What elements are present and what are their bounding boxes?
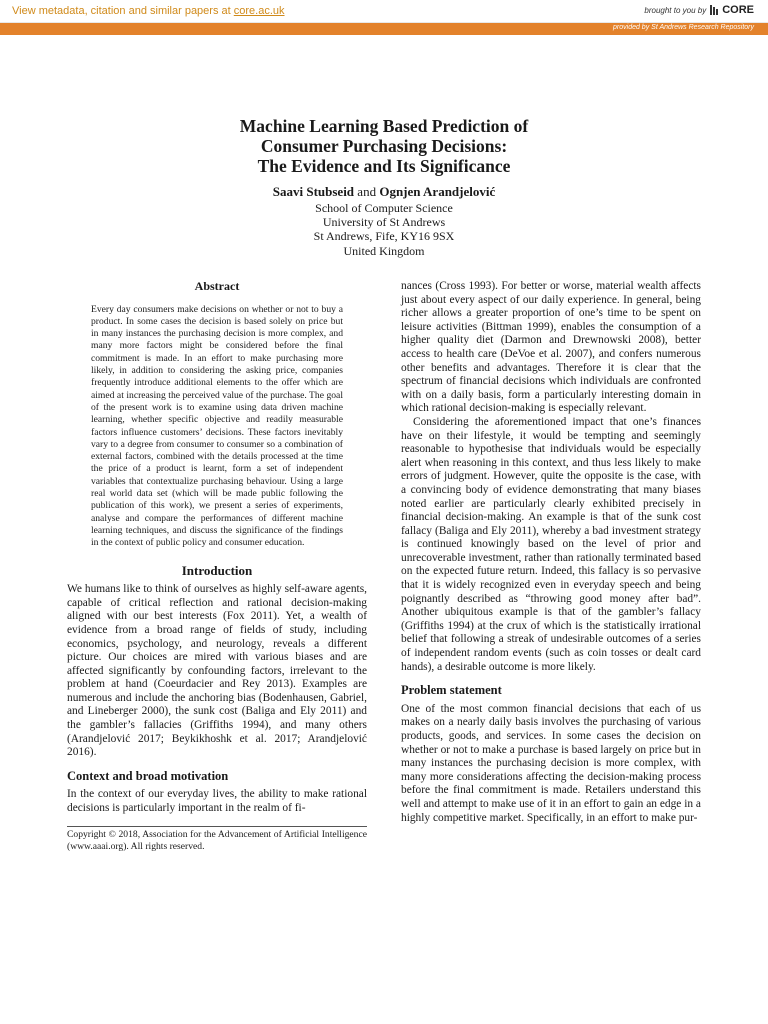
abstract-heading: Abstract [194,279,240,293]
body-paragraph: Considering the aforementioned impact that one’s finances have on their lifestyle, it would be tempting and seemingly reasonable to hypothesise that individuals would be especially alert when reasoning in this context, and thus less likely to make errors of judgment. However, quite the opposite is the case, with a convincing body of evidence demonstrating that many biases noted earlier are particularly clearly exhibited precisely in financial decision-making. An example is that of the sunk cost fallacy (Baliga and Ely 2011), whereby a bad investment strategy is continued knowingly based on the level of prior and unrecoverable investment, rather than rationally terminated based on the expected future return. Indeed, this fallacy is so pervasive that it is widely recognized even in everyday speech and being poignantly described as “throwing good money after bad”. Another ubiquitous example is that of the gambler’s fallacy (Griffiths 1994) at the crux of which is the statistically irrational belief that following a streak of undesirable outcomes of a series of independent random events (such as coin tosses or dealt card hands), a desirable outcome is more likely. [401,415,701,673]
core-logo-text: CORE [722,4,754,16]
provided-by-text[interactable]: provided by St Andrews Research Repository [613,24,754,31]
brought-to-you-by-text: brought to you by [644,5,707,15]
affiliation-line: University of St Andrews [322,215,446,230]
right-column [401,280,701,825]
body-paragraph: nances (Cross 1993). For better or worse, material wealth affects just about every aspect of our daily experience. In general, being richer allows a greater proportion of one’s time to be spent on leisure activities (Bittman 1999), enables the consumption of a higher quality diet (Darmon and Drewnowski 2008), better access to health care (DeVoe et al. 2007), and confers numerous other benefits and advantages. Therefore it is clear that the spectrum of financial decisions which individuals are confronted with on a daily basis, form a particularly interesting domain in which rational decision-making is especially relevant. [401,280,701,415]
author-name: Saavi Stubseid [272,184,355,199]
left-column [67,280,367,854]
title-line: Machine Learning Based Prediction of [239,116,529,136]
core-brought-by[interactable] [644,4,754,16]
context-paragraph: In the context of our everyday lives, the ability to make rational decisions is particularly important in the realm of fi- [67,788,367,815]
core-logo-icon [709,4,719,16]
core-provided-bar [0,23,768,35]
context-heading: Context and broad motivation [67,768,229,783]
copyright-footnote: Copyright © 2018, Association for the Advancement of Artificial Intelligence (www.aaai.org). All rights reserved. [67,826,367,854]
title-line: Consumer Purchasing Decisions: [260,136,508,156]
paper-title [0,116,768,176]
core-meta-prefix: View metadata, citation and similar papers at [12,5,234,17]
affiliation-line: School of Computer Science [315,201,453,215]
title-line: The Evidence and Its Significance [257,156,511,176]
author-line [0,184,768,200]
core-link[interactable]: core.ac.uk [233,5,285,17]
affiliation [0,201,768,258]
introduction-paragraph: We humans like to think of ourselves as highly self-aware agents, capable of critical reflection and rational decision-making aligned with our best interests (Fox 2011). Yet, a wealth of evidence from a broad range of fields of study, including economics, psychology, and neurology, reveals a different picture. Our choices are mired with various biases and are affected significantly by confounding factors, irrelevant to the problem at hand (Coeurdacier and Rey 2013). Examples are numerous and include the anchoring bias (Bodenhausen, Gabriel, and Lineberger 2000), the sunk cost (Baliga and Ely 2011) and the gambler’s fallacies (Griffiths 1994), and many others (Arandjelović 2017; Beykikhoshk et al. 2017; Arandjelović 2016). [67,583,367,759]
author-separator: and [357,184,377,199]
affiliation-line: United Kingdom [343,243,425,258]
core-banner [0,0,768,23]
abstract-text: Every day consumers make decisions on whether or not to buy a product. In some cases the decision is based solely on price but in many instances the purchasing decision is more complex, and many more factors might be considered before the final commitment is made. In an effort to make purchasing more likely, in addition to considering the asking price, companies frequently introduce additional elements to the offer which are aimed at increasing the perceived value of the purchase. The goal of the present work is to examine using data driven machine learning, whether specific objective and readily measurable factors influence customers’ decisions. These factors inevitably vary to a degree from consumer to consumer so a combination of external factors, combined with the details processed at the time the price of a product is learnt, form a set of independent variables that contextualize purchasing behaviour. Using a large real world data set (which will be made public following the publication of this work), we present a series of experiments, analyse and compare the performances of different machine learning techniques, and discuss the significance of the findings in the context of public policy and consumer education. [91,303,343,549]
core-metadata-line [12,5,285,17]
author-name: Ognjen Arandjelović [379,184,496,199]
problem-statement-paragraph: One of the most common financial decisions that each of us makes on a nearly daily basis involves the purchasing of various products, goods, and services. In some cases the decision on whether or not to make a purchase is based largely on price but in many instances the purchasing decision is more complex, with many more considerations affecting the decision-making process before the final commitment is made. Retailers understand this well and attempt to make use of it in an effort to gain an edge in a highly competitive market. Specifically, in an effort to make pur- [401,702,701,824]
introduction-heading: Introduction [181,562,253,578]
affiliation-line: St Andrews, Fife, KY16 9SX [313,229,455,244]
problem-statement-heading: Problem statement [401,683,502,698]
